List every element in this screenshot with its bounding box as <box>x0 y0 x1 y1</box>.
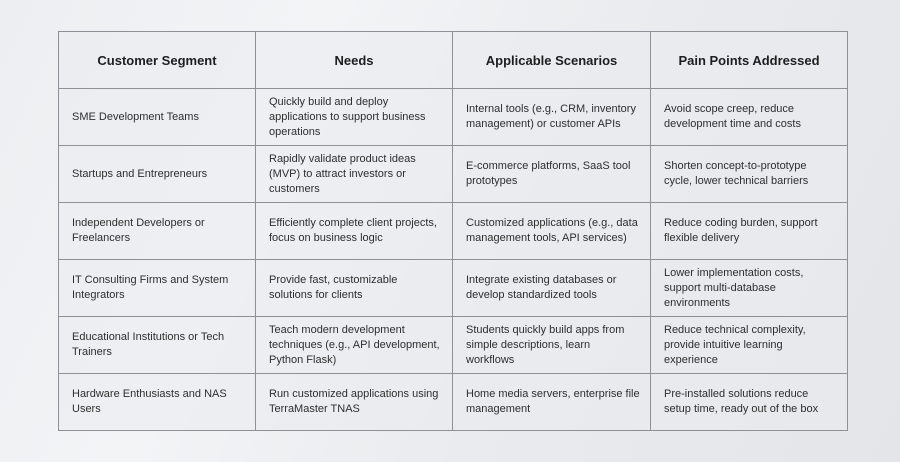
table-header-row <box>59 32 848 89</box>
scenarios-text: E-commerce platforms, SaaS tool prototypes <box>466 160 631 187</box>
pain-points-cell <box>651 317 848 374</box>
needs-cell <box>256 146 453 203</box>
header-needs: Needs <box>256 32 453 89</box>
scenarios-text: Integrate existing databases or develop standardized tools <box>466 274 617 301</box>
header-pain-points: Pain Points Addressed <box>651 32 848 89</box>
table-row <box>59 146 848 203</box>
segment-cell <box>59 260 256 317</box>
scenarios-text: Home media servers, enterprise file management <box>466 388 640 415</box>
scenarios-cell <box>453 146 651 203</box>
segment-cell <box>59 89 256 146</box>
header-customer-segment: Customer Segment <box>59 32 256 89</box>
scenarios-cell <box>453 203 651 260</box>
segment-text: Hardware Enthusiasts and NAS Users <box>72 388 227 415</box>
customer-segment-table-container <box>58 31 847 432</box>
table-row <box>59 260 848 317</box>
needs-cell <box>256 317 453 374</box>
scenarios-cell <box>453 260 651 317</box>
segment-text: IT Consulting Firms and System Integrators <box>72 274 229 301</box>
pain-points-cell <box>651 89 848 146</box>
segment-cell <box>59 374 256 431</box>
segment-cell <box>59 203 256 260</box>
pain-points-text: Lower implementation costs, support multi-database environments <box>664 266 804 309</box>
segment-text: Independent Developers or Freelancers <box>72 217 205 244</box>
segment-cell <box>59 317 256 374</box>
table-row <box>59 317 848 374</box>
segment-cell <box>59 146 256 203</box>
customer-segment-table <box>58 31 848 431</box>
scenarios-text: Customized applications (e.g., data management tools, API services) <box>466 217 638 244</box>
table-row <box>59 203 848 260</box>
scenarios-cell <box>453 89 651 146</box>
pain-points-text: Shorten concept-to-prototype cycle, lower technical barriers <box>664 160 809 187</box>
pain-points-text: Reduce coding burden, support flexible delivery <box>664 217 818 244</box>
needs-text: Quickly build and deploy applications to support business operations <box>269 95 426 138</box>
segment-text: SME Development Teams <box>72 110 199 123</box>
scenarios-cell <box>453 317 651 374</box>
pain-points-text: Avoid scope creep, reduce development time and costs <box>664 103 801 130</box>
scenarios-text: Students quickly build apps from simple descriptions, learn workflows <box>466 323 625 366</box>
needs-text: Teach modern development techniques (e.g., API development, Python Flask) <box>269 323 440 366</box>
needs-text: Efficiently complete client projects, focus on business logic <box>269 217 437 244</box>
needs-cell <box>256 260 453 317</box>
segment-text: Educational Institutions or Tech Trainers <box>72 331 225 358</box>
pain-points-cell <box>651 146 848 203</box>
needs-text: Provide fast, customizable solutions for clients <box>269 274 398 301</box>
pain-points-text: Pre-installed solutions reduce setup time, ready out of the box <box>664 388 819 415</box>
header-applicable-scenarios: Applicable Scenarios <box>453 32 651 89</box>
needs-text: Run customized applications using TerraMaster TNAS <box>269 388 439 415</box>
segment-text: Startups and Entrepreneurs <box>72 167 208 180</box>
table-row <box>59 89 848 146</box>
pain-points-cell <box>651 374 848 431</box>
needs-cell <box>256 374 453 431</box>
pain-points-text: Reduce technical complexity, provide intuitive learning experience <box>664 323 806 366</box>
table-row <box>59 374 848 431</box>
needs-cell <box>256 203 453 260</box>
pain-points-cell <box>651 260 848 317</box>
needs-text: Rapidly validate product ideas (MVP) to attract investors or customers <box>269 152 416 195</box>
scenarios-cell <box>453 374 651 431</box>
pain-points-cell <box>651 203 848 260</box>
needs-cell <box>256 89 453 146</box>
scenarios-text: Internal tools (e.g., CRM, inventory management) or customer APIs <box>466 103 636 130</box>
